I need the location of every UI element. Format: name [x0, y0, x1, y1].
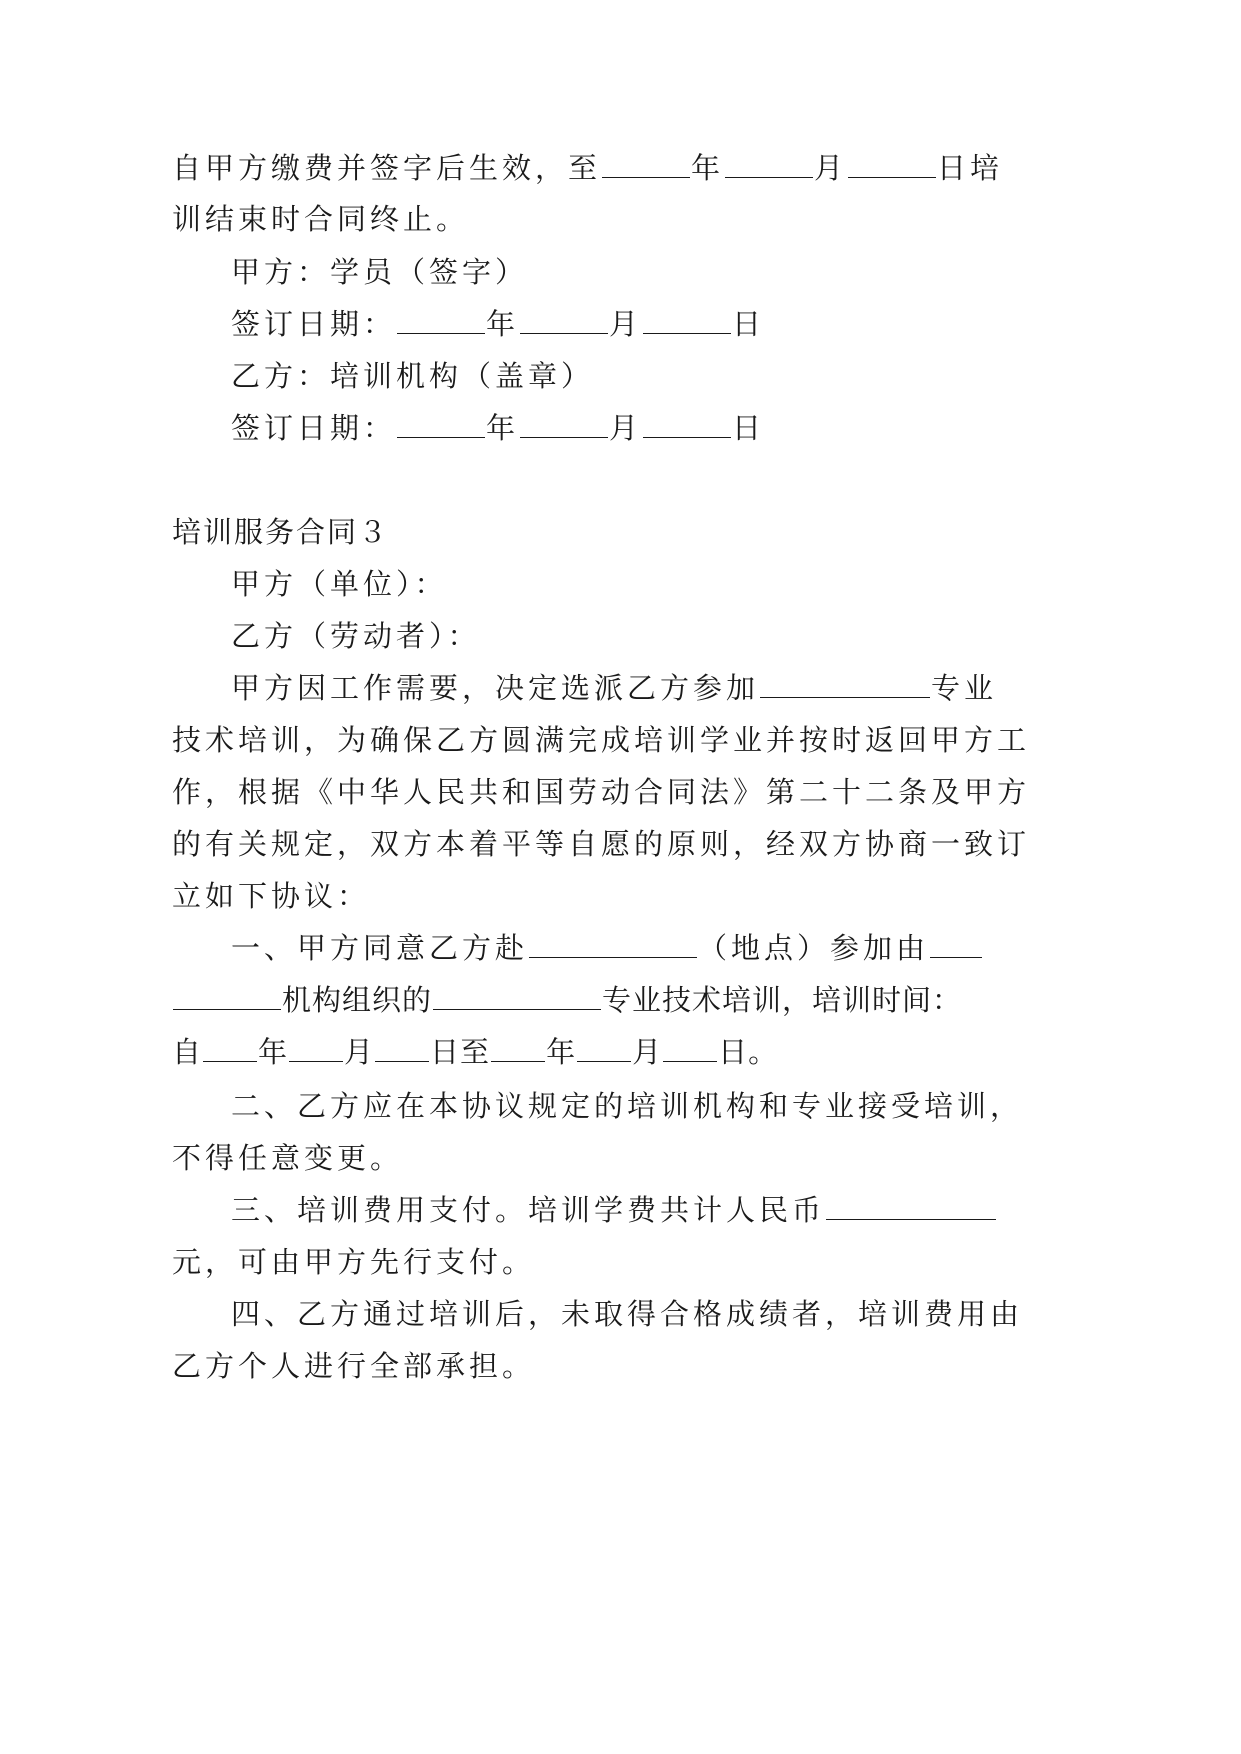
text-span: 培训服务合同３ — [172, 515, 390, 549]
text-span: 专业技术培训，培训时间： — [602, 983, 963, 1017]
clause-2-line — [172, 1138, 1241, 1178]
text-span: 自甲方缴费并签字后生效，至 — [172, 151, 602, 185]
blank-field — [643, 305, 731, 334]
text-span: 月 — [609, 411, 643, 445]
signing-date-line — [231, 408, 1241, 448]
text-span: 日 — [732, 411, 766, 445]
blank-field — [289, 1033, 343, 1062]
text-span: 月 — [344, 1035, 375, 1069]
text-span: 日。 — [718, 1035, 779, 1069]
paragraph-line — [172, 199, 1241, 239]
blank-field — [520, 409, 608, 438]
blank-field — [397, 305, 485, 334]
blank-field — [529, 929, 697, 958]
clause-4-line — [172, 1346, 1241, 1386]
blank-field — [760, 669, 930, 698]
text-span: 训结束时合同终止。 — [172, 202, 470, 236]
clause-4-line — [231, 1294, 1241, 1334]
paragraph-line — [231, 668, 1241, 708]
text-span: 一、甲方同意乙方赴 — [231, 931, 529, 965]
text-span: 乙方个人进行全部承担。 — [172, 1349, 536, 1383]
text-span: 元，可由甲方先行支付。 — [172, 1245, 536, 1279]
text-span: 年 — [546, 1035, 577, 1069]
text-span: 二、乙方应在本协议规定的培训机构和专业接受培训， — [231, 1089, 1024, 1123]
text-span: 乙方（劳动者）： — [231, 619, 481, 653]
text-span: 专业 — [931, 671, 998, 705]
clause-3-line — [172, 1242, 1241, 1282]
text-span: 月 — [814, 151, 848, 185]
text-span: 日至 — [430, 1035, 491, 1069]
paragraph-line — [172, 876, 1241, 916]
text-span: 日 — [732, 307, 766, 341]
blank-field — [491, 1033, 545, 1062]
blank-field — [643, 409, 731, 438]
blank-field — [663, 1033, 717, 1062]
text-span: 日培 — [937, 151, 1004, 185]
paragraph-line — [172, 720, 1241, 760]
clause-1-line — [172, 1032, 1241, 1072]
party-b-line — [231, 616, 1241, 656]
blank-field — [826, 1191, 996, 1220]
text-span: 年 — [258, 1035, 289, 1069]
party-a-signature-line — [231, 252, 1241, 292]
blank-field — [602, 149, 690, 178]
blank-field — [375, 1033, 429, 1062]
clause-3-line — [231, 1190, 1241, 1230]
blank-field — [930, 929, 982, 958]
text-span: （地点）参加由 — [698, 931, 930, 965]
clause-2-line — [231, 1086, 1241, 1126]
text-span: 立如下协议： — [172, 879, 371, 913]
text-span: 月 — [609, 307, 643, 341]
blank-field — [520, 305, 608, 334]
date-label: 签订日期： — [231, 411, 397, 445]
clause-1-line — [231, 928, 1241, 968]
text-span: 机构组织的 — [282, 983, 433, 1017]
text-span: 自 — [172, 1035, 203, 1069]
signing-date-line — [231, 304, 1241, 344]
blank-field — [433, 981, 601, 1010]
text-span: 乙方：培训机构（盖章） — [231, 359, 595, 393]
text-span: 三、培训费用支付。培训学费共计人民币 — [231, 1193, 826, 1227]
text-span: 技术培训，为确保乙方圆满完成培训学业并按时返回甲方工 — [172, 723, 1031, 757]
text-span: 甲方（单位）： — [231, 567, 448, 601]
party-a-line — [231, 564, 1241, 604]
blank-field — [397, 409, 485, 438]
blank-field — [577, 1033, 631, 1062]
text-span: 甲方：学员（签字） — [231, 255, 529, 289]
blank-field — [173, 981, 281, 1010]
text-span: 年 — [691, 151, 725, 185]
date-label: 签订日期： — [231, 307, 397, 341]
text-span: 年 — [486, 411, 520, 445]
text-span: 甲方因工作需要，决定选派乙方参加 — [231, 671, 760, 705]
party-b-signature-line — [231, 356, 1241, 396]
paragraph-line — [172, 824, 1241, 864]
text-span: 四、乙方通过培训后，未取得合格成绩者，培训费用由 — [231, 1297, 1024, 1331]
blank-field — [848, 149, 936, 178]
text-span: 月 — [632, 1035, 663, 1069]
text-span: 作，根据《中华人民共和国劳动合同法》第二十二条及甲方 — [172, 775, 1031, 809]
contract-title — [172, 512, 1241, 552]
blank-field — [725, 149, 813, 178]
paragraph-line — [172, 148, 1241, 188]
paragraph-line — [172, 772, 1241, 812]
clause-1-line — [172, 980, 1241, 1020]
text-span: 的有关规定，双方本着平等自愿的原则，经双方协商一致订 — [172, 827, 1031, 861]
text-span: 不得任意变更。 — [172, 1141, 404, 1175]
text-span: 年 — [486, 307, 520, 341]
blank-field — [203, 1033, 257, 1062]
